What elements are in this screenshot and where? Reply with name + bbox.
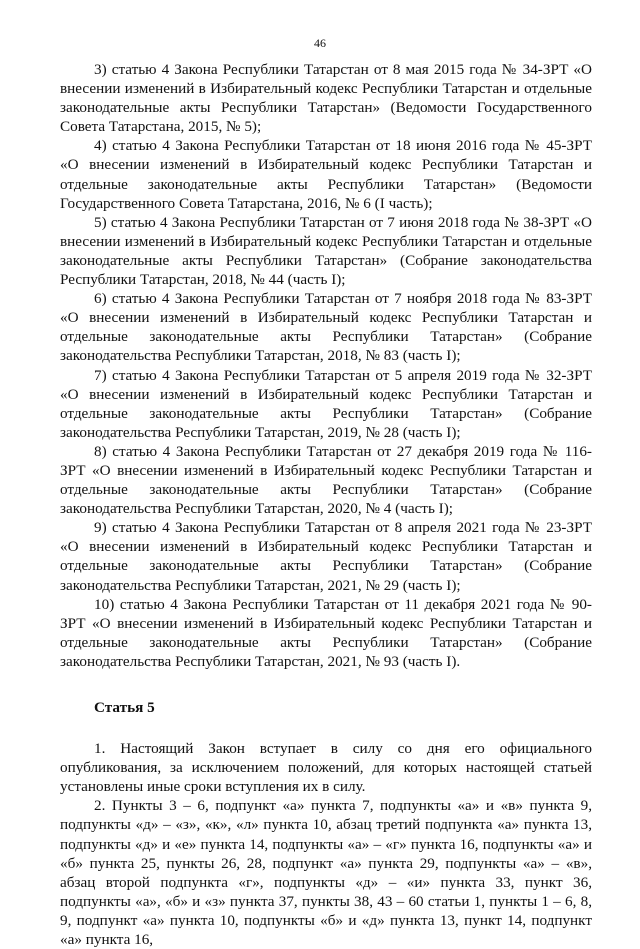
- document-body: [60, 60, 592, 949]
- list-item: 3) статью 4 Закона Республики Татарстан от 8 мая 2015 года № 34-ЗРТ «О внесении изменений в Избирательный кодекс Республики Татарстан и отдельные законодательные акты Республики Татарстан» (Ведомости Государственного Совета Татарстана, 2015, № 5);: [60, 61, 592, 136]
- list-item: 8) статью 4 Закона Республики Татарстан от 27 декабря 2019 года № 116-ЗРТ «О внесении изменений в Избирательный кодекс Республики Татарстан и отдельные законодательные акты Республики Татарстан» (Собрание законодательства Республики Татарстан, 2020, № 4 (часть I);: [60, 442, 592, 518]
- article-heading: Статья 5: [94, 699, 155, 716]
- article-paragraph: 1. Настоящий Закон вступает в силу со дня его официального опубликования, за исключением положений, для которых настоящей статьей установлены иные сроки вступления их в силу.: [60, 740, 592, 796]
- list-item: 4) статью 4 Закона Республики Татарстан от 18 июня 2016 года № 45-ЗРТ «О внесении изменений в Избирательный кодекс Республики Татарстан и отдельные законодательные акты Республики Татарстан» (Ведомости Государственного Совета Татарстана, 2016, № 6 (I часть);: [60, 137, 592, 212]
- list-item: 10) статью 4 Закона Республики Татарстан от 11 декабря 2021 года № 90-ЗРТ «О внесении изменений в Избирательный кодекс Республики Татарстан и отдельные законодательные акты Республики Татарстан» (Собрание законодательства Республики Татарстан, 2021, № 93 (часть I).: [60, 595, 592, 670]
- article-paragraph: 2. Пункты 3 – 6, подпункт «а» пункта 7, подпункты «а» и «в» пункта 9, подпункты «д» – «з», «к», «л» пункта 10, абзац третий подпункта «а» пункта 13, подпункты «д» и «е» пункта 14, подпункты «а» – «г» пункта 16, подпункты «а» и «б» пункта 25, пункты 26, 28, подпункт «а» пункта 29, подпункты «а» – «в», абзац второй подпункта «г», подпункты «д» – «и» пункта 33, пункт 36, подпункты «а», «б» и «з» пункта 37, пункты 38, 43 – 60 статьи 1, пункты 1 – 6, 8, 9, подпункт «а» пункта 10, подпункты «б» и «д» пункта 13, пункт 14, подпункт «а» пункта 16,: [60, 797, 592, 949]
- list-item: 7) статью 4 Закона Республики Татарстан от 5 апреля 2019 года № 32-ЗРТ «О внесении изменений в Избирательный кодекс Республики Татарстан и отдельные законодательные акты Республики Татарстан» (Собрание законодательства Республики Татарстан, 2019, № 28 (часть I);: [60, 366, 592, 441]
- list-item: 6) статью 4 Закона Республики Татарстан от 7 ноября 2018 года № 83-ЗРТ «О внесении изменений в Избирательный кодекс Республики Татарстан и отдельные законодательные акты Республики Татарстан» (Собрание законодательства Республики Татарстан, 2018, № 83 (часть I);: [60, 290, 592, 365]
- page-number: 46: [314, 36, 326, 50]
- list-item: 5) статью 4 Закона Республики Татарстан от 7 июня 2018 года № 38-ЗРТ «О внесении изменений в Избирательный кодекс Республики Татарстан и отдельные законодательные акты Республики Татарстан» (Собрание законодательства Республики Татарстан, 2018, № 44 (часть I);: [60, 213, 592, 289]
- list-item: 9) статью 4 Закона Республики Татарстан от 8 апреля 2021 года № 23-ЗРТ «О внесении изменений в Избирательный кодекс Республики Татарстан и отдельные законодательные акты Республики Татарстан» (Собрание законодательства Республики Татарстан, 2021, № 29 (часть I);: [60, 519, 592, 594]
